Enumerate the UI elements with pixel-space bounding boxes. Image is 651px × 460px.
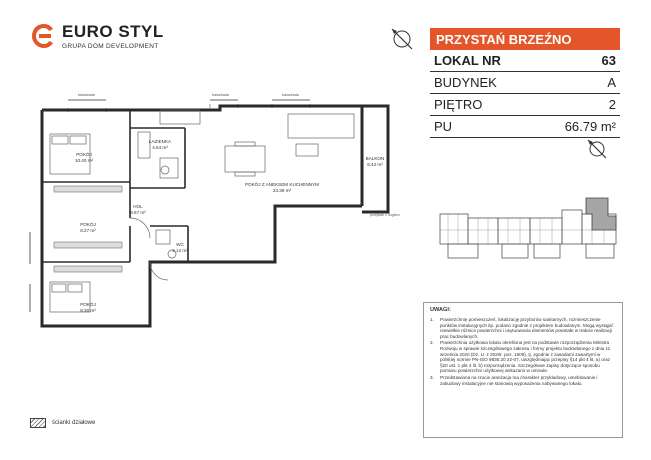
note-item: [430, 340, 616, 374]
room-name-balcony: BALKON: [365, 156, 385, 161]
project-title: PRZYSTAŃ BRZEŹNO: [430, 28, 620, 50]
room-area-hall: 9.67 m²: [130, 210, 146, 215]
passage-tag: przejście z Ilogiem: [370, 213, 400, 217]
info-label-area: PU: [434, 119, 453, 134]
note-text: Powierzchnia użytkowa lokalu określona jest na podstawie rozporządzenia Ministra Rozwoju w sprawie szczegółowego zakresu i formy projektu budowlanego z dnia 11 września 2020 (Dz. U. z 2020r. poz. 1609), tj. zgodnie z zasadami zawartymi w polskiej normie PN-ISO 9836:20 22-07, uwzględniając przepisy §14 pkt 4 lit. a) oraz §20 ust. 1 pkt 4 lit. b) rozporządzenia. Szczegółowe zapisy dotyczące sposobu pomiaru powierzchni użytkowej wskazano w umowie.: [440, 340, 611, 374]
room-name-hall: HOL: [133, 204, 143, 209]
room-area-bedroom-2: 8.27 m²: [80, 228, 96, 233]
legend: [30, 418, 95, 428]
room-name-bedroom-2: POKÓJ: [80, 222, 96, 227]
room-name-bedroom-1: POKÓJ: [76, 152, 92, 157]
info-value-building: A: [607, 75, 616, 90]
info-row-area: [430, 116, 620, 138]
floor-plan: [20, 86, 420, 366]
building-key-plan: [438, 190, 620, 266]
info-row-unit: [430, 50, 620, 72]
note-number: 3.: [430, 374, 434, 380]
balustrade-tag: balustrada: [78, 93, 95, 97]
info-row-building: [430, 72, 620, 94]
room-area-bedroom-1: 10.40 m²: [74, 158, 94, 163]
room-name-bedroom-3: POKÓJ: [80, 302, 96, 307]
room-name-wc: WC: [176, 242, 184, 247]
info-label-unit: LOKAL NR: [434, 53, 501, 68]
room-area-wc: 2.12 m²: [172, 248, 188, 253]
room-area-balcony: 6.42 m²: [367, 162, 383, 167]
note-number: 2.: [430, 340, 434, 346]
info-value-floor: 2: [608, 97, 616, 112]
info-label-building: BUDYNEK: [434, 75, 497, 90]
hatch-swatch-icon: [30, 418, 46, 428]
notes-title: UWAGI:: [430, 307, 451, 313]
euro-styl-logo-icon: [30, 22, 56, 50]
balustrade-tag: balustrada: [212, 93, 229, 97]
info-row-floor: [430, 94, 620, 116]
notes-list: [430, 317, 616, 386]
info-value-unit: 63: [601, 53, 616, 68]
north-arrow-icon: [586, 138, 608, 160]
note-number: 1.: [430, 317, 434, 322]
north-arrow-icon: [389, 26, 415, 52]
note-item: [430, 375, 616, 386]
logo-subtitle: GRUPA DOM DEVELOPMENT: [62, 42, 159, 50]
room-area-living-kitchen: 23.39 m²: [272, 188, 292, 193]
logo-name: EURO STYL: [62, 21, 164, 41]
room-name-living-kitchen: POKÓJ Z ANEKSEM KUCHENNYM: [244, 182, 320, 187]
info-value-area: 66.79 m²: [564, 119, 616, 134]
note-text: Przedstawiona na rzucie aranżacja ma charakter przykładowy, umeblowanie i zabudowy instalacyjne nie stanowią wyposażenia nabywanego lokalu.: [440, 374, 598, 386]
apartment-info-panel: [430, 28, 620, 138]
room-area-bedroom-3: 8.30 m²: [80, 308, 96, 313]
company-logo: [30, 22, 164, 50]
info-label-floor: PIĘTRO: [434, 97, 483, 112]
balustrade-tag: balustrada: [282, 93, 299, 97]
note-item: [430, 317, 616, 339]
legend-label: ścianki działowe: [52, 420, 96, 426]
room-name-bathroom: ŁAZIENKA: [148, 139, 172, 144]
room-area-bathroom: 4.64 m²: [152, 145, 168, 150]
note-text: Powierzchnię pomieszczeń, lokalizację przyborów sanitarnych, rozmieszczenie punktów instalacyjnych itp. podano zgodnie z projektem budowlanym. Mogą wystąpić niewielkie różnice powierzchni i usytuowania elementów powstałe w trakcie realizacji prac budowlanych.: [440, 317, 614, 339]
notes-box: [423, 302, 623, 438]
